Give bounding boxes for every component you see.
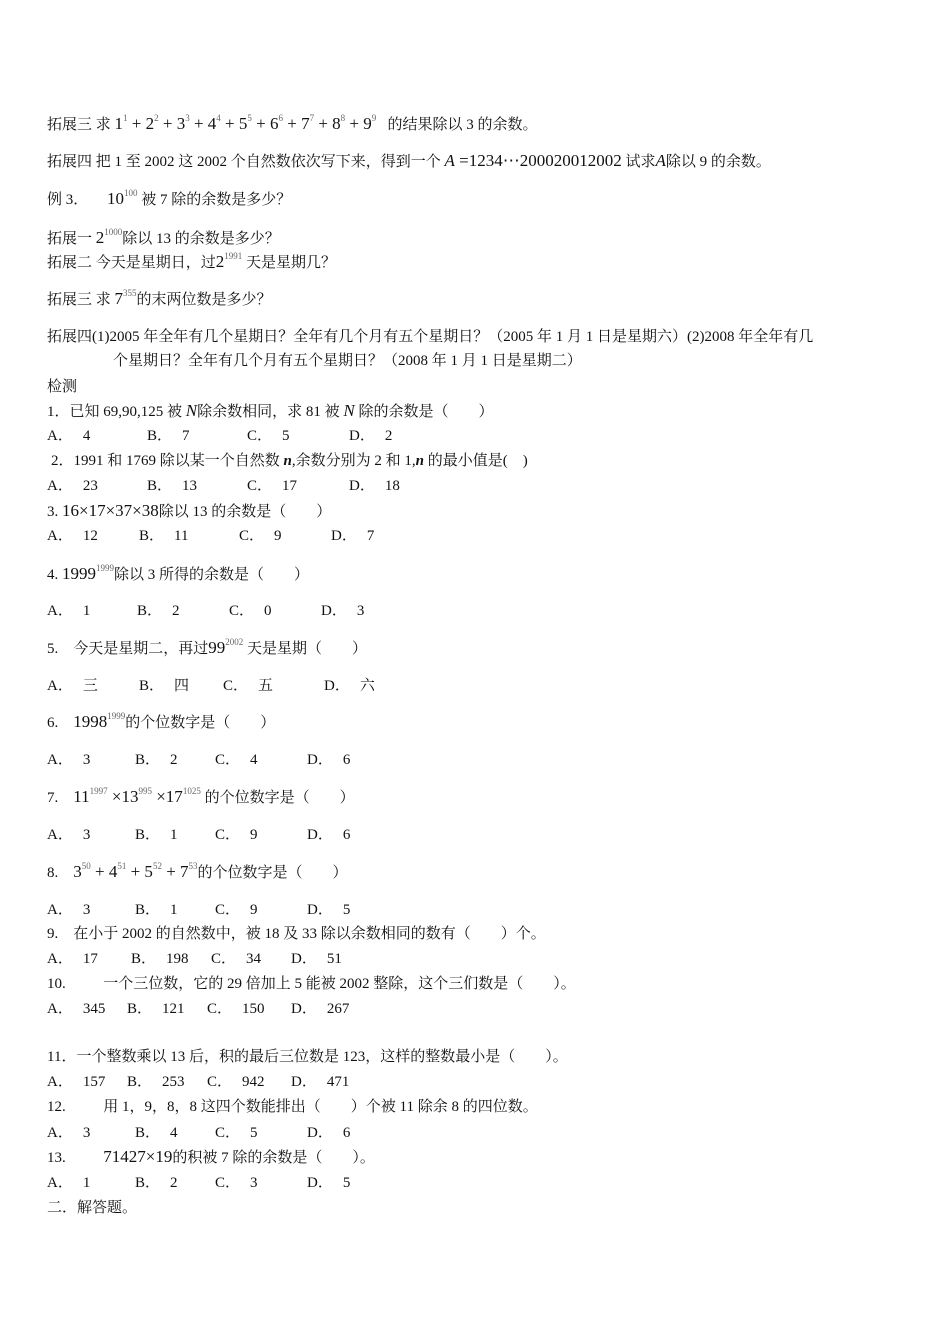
question-1-mid: 除余数相同，求 81 被 — [197, 404, 340, 420]
question-2: 2．1991 和 1769 除以某一个自然数 n,余数分别为 2 和 1,n 的最小值是( ) — [51, 453, 528, 469]
option-c[interactable]: C． 5 — [247, 428, 290, 444]
option-c[interactable]: C． 9 — [215, 827, 258, 843]
question-10 — [47, 974, 576, 994]
option-a[interactable]: A． 3 — [47, 1125, 91, 1141]
option-c[interactable]: C． 17 — [247, 478, 298, 494]
option-a[interactable]: A． 3 — [47, 902, 91, 918]
ext3-sum-line — [47, 114, 538, 135]
option-c[interactable]: C． 五 — [223, 678, 274, 694]
power-expression: $2^{1000}$ — [95, 227, 123, 247]
question-2-text: 2．1991 和 1769 除以某一个自然数 — [51, 453, 280, 469]
option-d[interactable]: D． 471 — [291, 1074, 350, 1090]
ext4-mid: 试求 — [625, 154, 656, 170]
ext3b-suffix: 的末两位数是多少？ — [136, 292, 272, 308]
option-c[interactable]: C． 3 — [215, 1175, 258, 1191]
question-1-options — [47, 426, 927, 446]
option-d[interactable]: D． 5 — [307, 1175, 351, 1191]
option-b[interactable]: B． 1 — [135, 902, 178, 918]
option-d[interactable]: D． 5 — [307, 902, 351, 918]
ext4-weekday-line1: 拓展四(1)2005 年全年有几个星期日？全年有几个月有五个星期日？（2005 年 1 月 1 日是星期六）(2)2008 年全年有几 — [47, 329, 814, 345]
option-d[interactable]: D． 7 — [331, 528, 375, 544]
question-7-number: 7. — [47, 790, 59, 806]
question-5-suffix: 天是星期（ ） — [247, 641, 368, 657]
question-5-text: 今天是星期二，再过 — [73, 641, 209, 657]
power-expression: $7^{355}$ — [114, 288, 137, 308]
option-d[interactable]: D． 六 — [324, 678, 375, 694]
question-1: 1．已知 69,90,125 被 N除余数相同，求 81 被 N 除的余数是（ ） — [47, 401, 494, 420]
question-2-options — [47, 476, 927, 496]
product-expression: 71427×19 — [103, 1147, 173, 1166]
example3-label: 例 3． — [47, 192, 89, 208]
question-12-number: 12. — [47, 1099, 66, 1115]
option-d[interactable]: D． 6 — [307, 1125, 351, 1141]
option-b[interactable]: B． 7 — [147, 428, 190, 444]
option-b[interactable]: B． 253 — [127, 1074, 185, 1090]
question-1-text: 1．已知 69,90,125 被 — [47, 404, 183, 420]
sum-power-expression: $3^{50} + 4^{51} + 5^{52} + 7^{53}$ — [73, 861, 198, 881]
power-expression: $2^{1991}$ — [215, 251, 243, 271]
option-a[interactable]: A． 12 — [47, 528, 98, 544]
option-c[interactable]: C． 34 — [211, 951, 262, 967]
question-9: 9. 在小于 2002 的自然数中，被 18 及 33 除以余数相同的数有（ ）个。 — [47, 926, 546, 942]
option-d[interactable]: D． 6 — [307, 827, 351, 843]
option-a[interactable]: A． 三 — [47, 678, 98, 694]
question-5 — [47, 638, 367, 659]
question-4-options — [47, 601, 927, 621]
question-8-number: 8. — [47, 865, 59, 881]
question-5-number: 5. — [47, 641, 59, 657]
question-5-options — [47, 676, 927, 696]
question-3-suffix: 除以 13 的余数是（ ） — [158, 504, 332, 520]
option-b[interactable]: B． 四 — [139, 678, 190, 694]
question-12 — [47, 1097, 538, 1117]
option-a[interactable]: A． 3 — [47, 827, 91, 843]
question-7-suffix: 的个位数字是（ ） — [204, 790, 355, 806]
example3-suffix: 被 7 除的余数是多少？ — [141, 192, 292, 208]
example3-line — [47, 189, 291, 210]
option-a[interactable]: A． 1 — [47, 603, 91, 619]
option-b[interactable]: B． 121 — [127, 1001, 185, 1017]
option-b[interactable]: B． 1 — [135, 827, 178, 843]
option-a[interactable]: A． 3 — [47, 752, 91, 768]
question-3-number: 3. — [47, 504, 59, 520]
option-c[interactable]: C． 4 — [215, 752, 258, 768]
ext4-suffix: 除以 9 的余数。 — [665, 154, 771, 170]
option-b[interactable]: B． 11 — [139, 528, 189, 544]
ext1-label: 拓展一 — [47, 231, 93, 247]
option-a[interactable]: A． 157 — [47, 1074, 106, 1090]
ext3-last-digits-line — [47, 289, 272, 310]
ext4-digits-line: 拓展四 把 1 至 2002 这 2002 个自然数依次写下来，得到一个 A =1234⋯200020012002 试求A除以 9 的余数。 — [47, 151, 771, 170]
question-6-options — [47, 750, 927, 770]
product-power-expression: $11^{1997} \times 13^{995} \times 17^{1025}$ — [73, 786, 201, 806]
option-c[interactable]: C． 9 — [239, 528, 282, 544]
question-11: 11．一个整数乘以 13 后，积的最后三位数是 123，这样的整数最小是（ ）。 — [47, 1049, 568, 1065]
option-b[interactable]: B． 2 — [135, 1175, 178, 1191]
question-4 — [47, 564, 309, 585]
option-d[interactable]: D． 18 — [349, 478, 400, 494]
power-expression: $10^{100}$ — [107, 188, 138, 208]
option-c[interactable]: C． 942 — [207, 1074, 265, 1090]
question-6 — [47, 712, 275, 733]
question-3-options — [47, 526, 927, 546]
number-a-expression: A =1234⋯200020012002 — [444, 151, 622, 170]
question-10-number: 10. — [47, 976, 66, 992]
option-b[interactable]: B． 2 — [137, 603, 180, 619]
power-expression: $1999^{1999}$ — [62, 563, 114, 583]
ext3-label: 拓展三 求 — [47, 117, 111, 133]
product-expression: 16×17×37×38 — [62, 501, 159, 520]
ext2-label: 拓展二 今天是星期日，过 — [47, 255, 216, 271]
question-10-text: 一个三位数，它的 29 倍加上 5 能被 2002 整除，这个三们数是（ ）。 — [103, 976, 576, 992]
option-a[interactable]: A． 4 — [47, 428, 91, 444]
option-d[interactable]: D． 3 — [321, 603, 365, 619]
ext2-suffix: 天是星期几？ — [246, 255, 337, 271]
option-a[interactable]: A． 1 — [47, 1175, 91, 1191]
question-11-options — [47, 1072, 927, 1092]
question-2-mid: ,余数分别为 2 和 1, — [291, 453, 416, 469]
option-d[interactable]: D． 267 — [291, 1001, 350, 1017]
question-10-options — [47, 999, 927, 1019]
ext3b-label: 拓展三 求 — [47, 292, 111, 308]
option-c[interactable]: C． 5 — [215, 1125, 258, 1141]
ext1-suffix: 除以 13 的余数是多少？ — [122, 231, 280, 247]
option-c[interactable]: C． 0 — [229, 603, 272, 619]
question-9-options — [47, 949, 927, 969]
option-b[interactable]: B． 4 — [135, 1125, 178, 1141]
question-6-suffix: 的个位数字是（ ） — [125, 715, 276, 731]
section-answer-heading: 二．解答题。 — [47, 1200, 138, 1216]
ext2-line — [47, 252, 336, 273]
question-13-number: 13. — [47, 1150, 66, 1166]
question-2-suffix: 的最小值是( ) — [427, 453, 528, 469]
option-c[interactable]: C． 150 — [207, 1001, 265, 1017]
option-b[interactable]: B． 13 — [147, 478, 198, 494]
question-6-number: 6. — [47, 715, 59, 731]
power-expression: $1998^{1999}$ — [73, 711, 126, 731]
ext3-suffix: 的结果除以 3 的余数。 — [387, 117, 538, 133]
question-8-suffix: 的个位数字是（ ） — [197, 865, 348, 881]
ext4-weekday-line2: 个星期日？全年有几个月有五个星期日？（2008 年 1 月 1 日是星期二） — [113, 353, 582, 369]
option-d[interactable]: D． 6 — [307, 752, 351, 768]
question-12-text: 用 1，9，8，8 这四个数能排出（ ）个被 11 除余 8 的四位数。 — [103, 1099, 538, 1115]
power-expression: $99^{2002}$ — [208, 637, 244, 657]
question-4-suffix: 除以 3 所得的余数是（ ） — [114, 567, 310, 583]
question-7 — [47, 787, 355, 808]
option-b[interactable]: B． 2 — [135, 752, 178, 768]
question-1-suffix: 除的余数是（ ） — [358, 404, 494, 420]
question-4-number: 4. — [47, 567, 59, 583]
question-12-options — [47, 1123, 927, 1143]
option-c[interactable]: C． 9 — [215, 902, 258, 918]
question-13 — [47, 1147, 375, 1168]
option-d[interactable]: D． 2 — [349, 428, 393, 444]
section-check-heading: 检测 — [47, 379, 78, 395]
question-8 — [47, 862, 348, 883]
ext4-label: 拓展四 把 1 至 2002 这 2002 个自然数依次写下来，得到一个 — [47, 154, 441, 170]
power-sum-expression: $1^1 + 2^2 + 3^3 + 4^4 + 5^5 + 6^6 + 7^7 + 8^8 + 9^9$ — [114, 113, 377, 133]
option-a[interactable]: A． 17 — [47, 951, 98, 967]
question-13-options — [47, 1173, 927, 1193]
question-3 — [47, 501, 331, 522]
option-a[interactable]: A． 345 — [47, 1001, 106, 1017]
question-7-options — [47, 825, 927, 845]
question-13-suffix: 的积被 7 除的余数是（ ）。 — [172, 1150, 375, 1166]
option-b[interactable]: B． 198 — [131, 951, 189, 967]
option-d[interactable]: D． 51 — [291, 951, 342, 967]
option-a[interactable]: A． 23 — [47, 478, 98, 494]
question-8-options — [47, 900, 927, 920]
ext1-line — [47, 228, 280, 249]
